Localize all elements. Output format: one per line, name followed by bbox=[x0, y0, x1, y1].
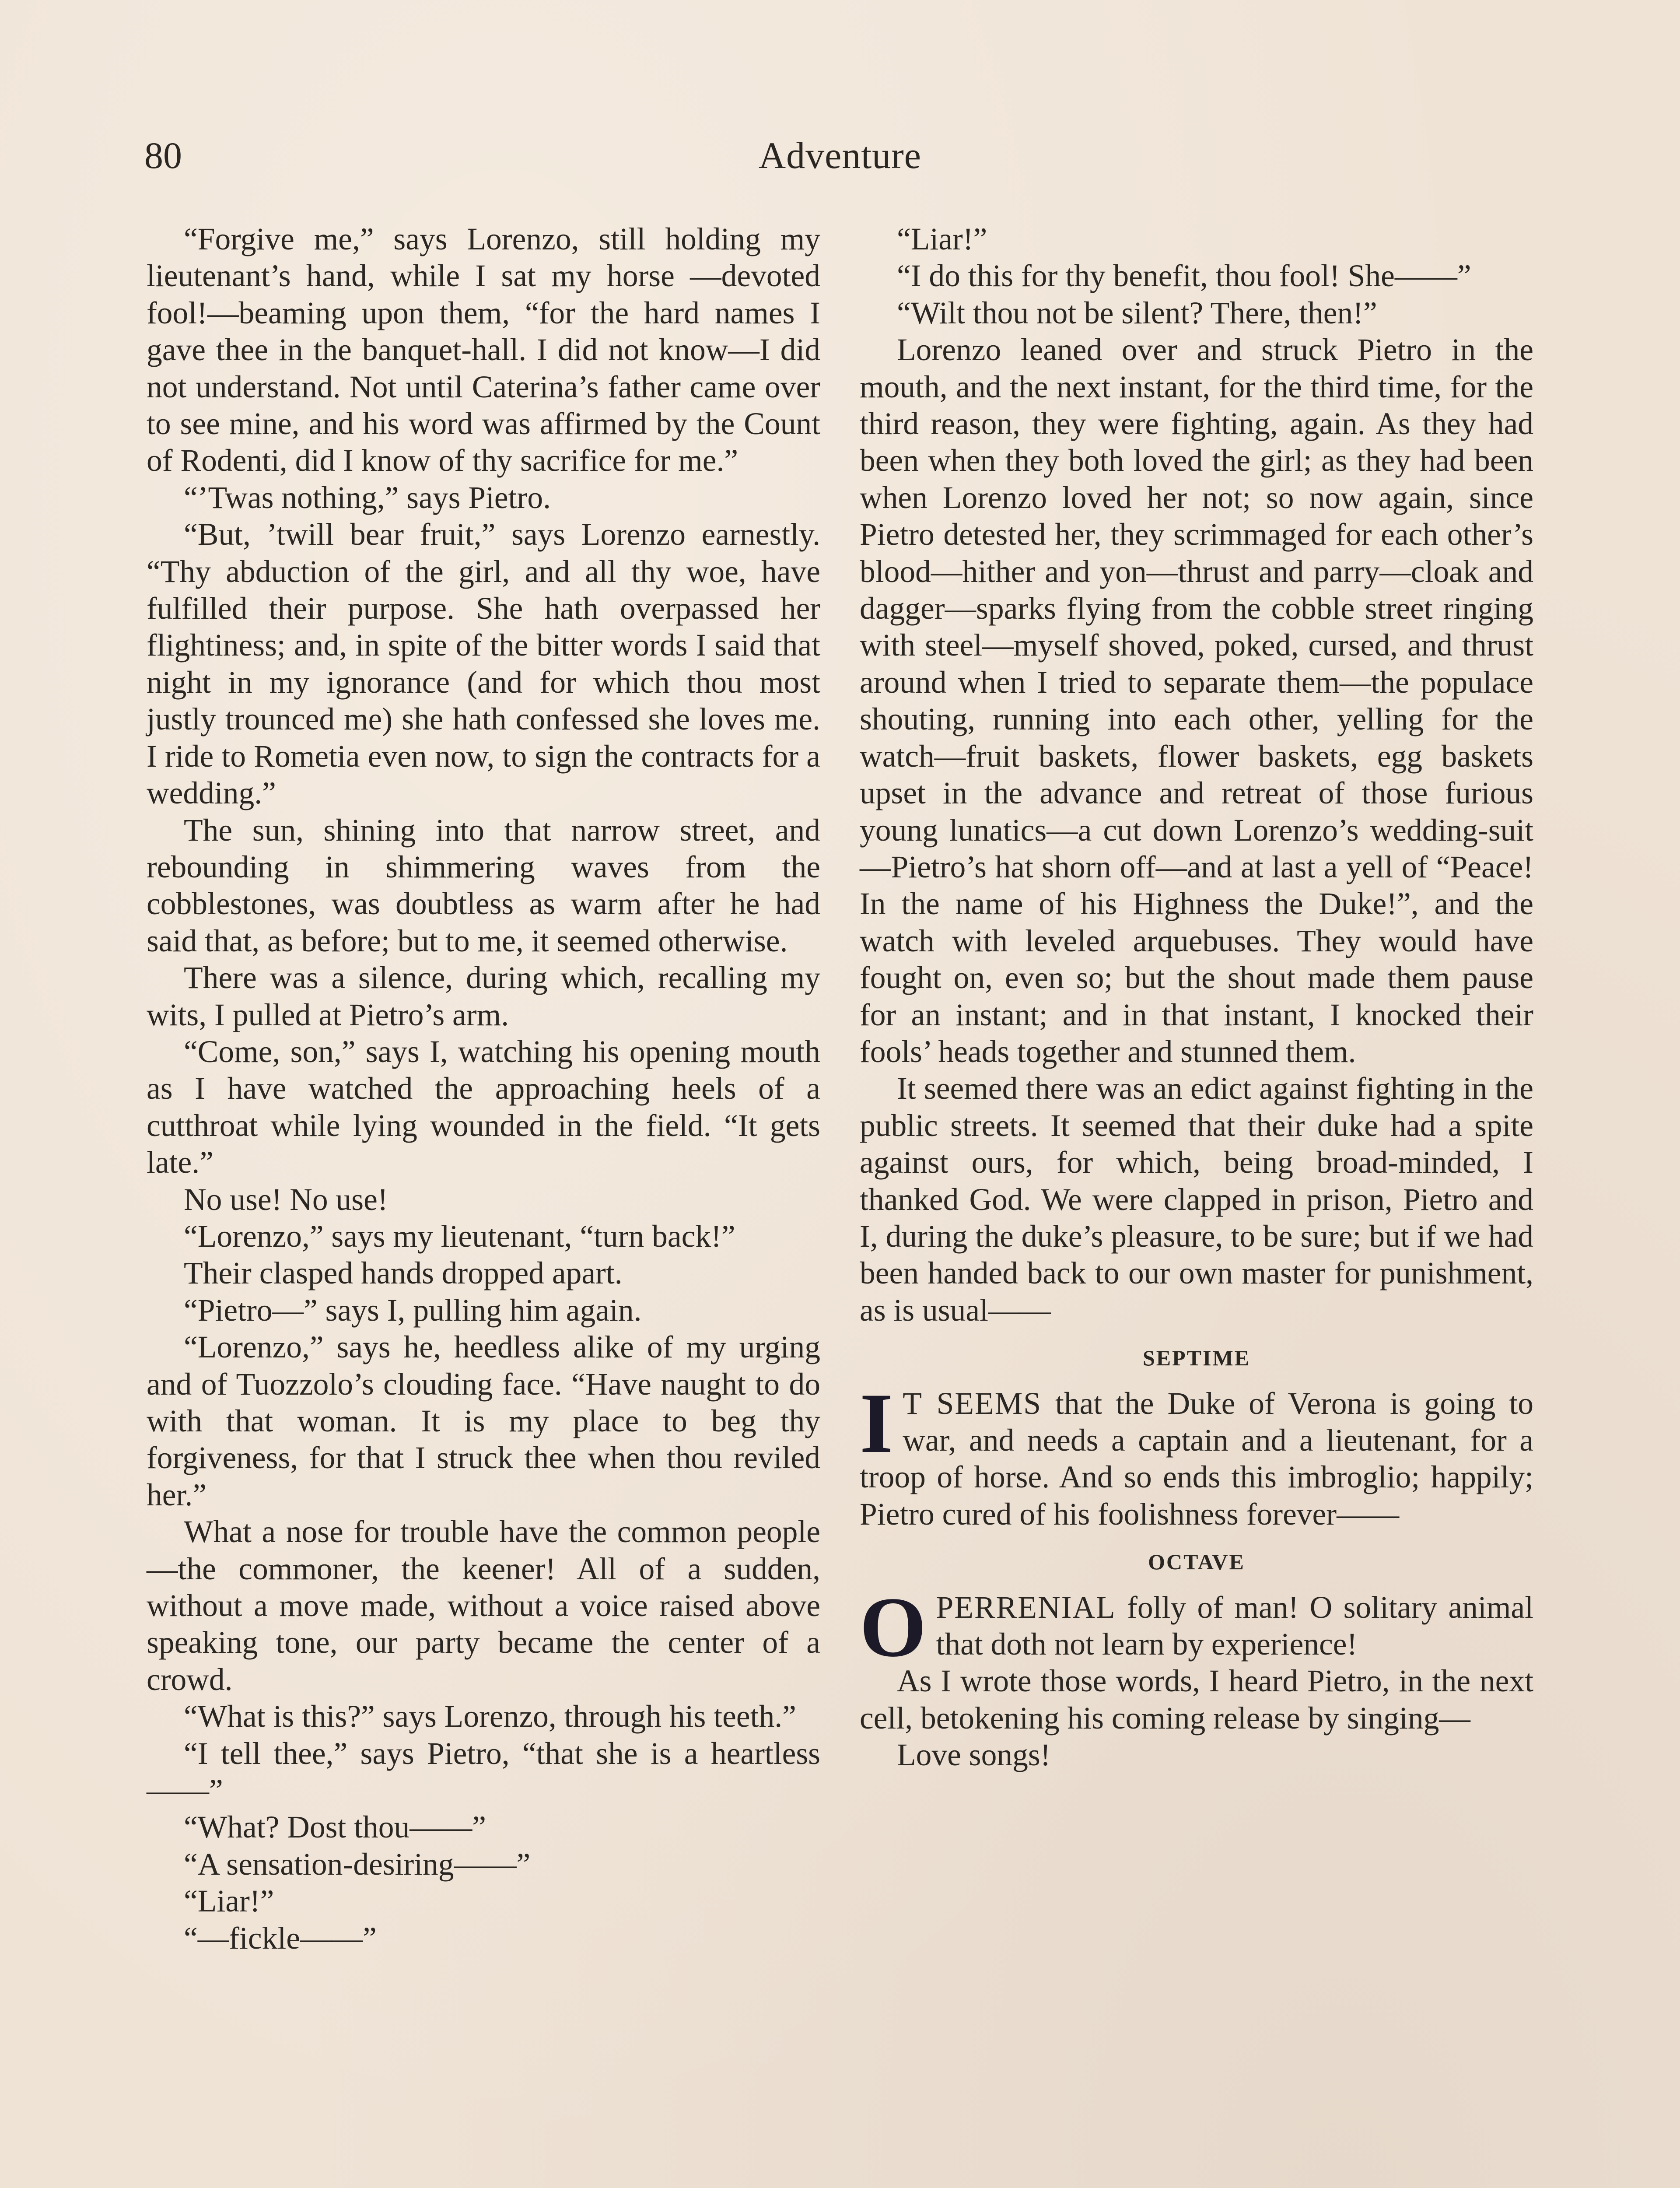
paragraph: Lorenzo leaned over and struck Pietro in the mouth, and the next instant, for the third time, for the third reason, they were fighting, again. As they had been when they both loved the girl; as they had been when Lorenzo loved her not; so now again, since Pietro detested her, they scrimmaged for each other’s blood—hither and yon—thrust and parry—cloak and dagger—sparks flying from the cobble street ringing with steel—myself shoved, poked, cursed, and thrust around when I tried to separate them—the populace shouting, running into each other, yelling for the watch—fruit baskets, flower baskets, egg baskets upset in the advance and retreat of those furious young lunatics—a cut down Lorenzo’s wedding-suit—Pietro’s hat shorn off—and at last a yell of “Peace! In the name of his Highness the Duke!”, and the watch with leveled arquebuses. They would have fought on, even so; but the shout made them pause for an instant; and in that instant, I knocked their fools’ heads together and stunned them. bbox=[860, 333, 1533, 1069]
paragraph: “I tell thee,” says Pietro, “that she is a heartless——” bbox=[147, 1736, 820, 1808]
paragraph: “Pietro—” says I, pulling him again. bbox=[184, 1293, 642, 1328]
lead-in: PERRENIAL bbox=[936, 1590, 1116, 1625]
paragraph: It seemed there was an edict against fighting in the public streets. It seemed that their duke had a spite against ours, for which, being broad-minded, I thanked God. We were clapped in prison, Pietro and I, during the duke’s pleasure, to be sure; but if we had been handed back to our own master for punishment, as is usual—— bbox=[860, 1071, 1533, 1328]
paragraph: “Liar!” bbox=[897, 222, 987, 256]
paragraph: “I do this for thy benefit, thou fool! She——” bbox=[897, 259, 1471, 294]
lead-in: T SEEMS bbox=[903, 1386, 1042, 1421]
paragraph: “What? Dost thou——” bbox=[184, 1810, 486, 1845]
paragraph: “Wilt thou not be silent? There, then!” bbox=[897, 295, 1377, 330]
paragraph: There was a silence, during which, recalling my wits, I pulled at Pietro’s arm. bbox=[147, 961, 820, 1032]
octave-paragraph bbox=[860, 1579, 1533, 1675]
paragraph: Their clasped hands dropped apart. bbox=[184, 1256, 623, 1291]
paragraph: “—fickle——” bbox=[184, 1921, 377, 1956]
paragraph: What a nose for trouble have the common people—the commoner, the keener! All of a sudden, without a move made, without a voice raised above speaking tone, our party became the center of a crowd. bbox=[147, 1515, 820, 1697]
paragraph: “What is this?” says Lorenzo, through his teeth.” bbox=[184, 1699, 796, 1734]
paragraph: No use! No use! bbox=[184, 1182, 388, 1217]
paragraph: Love songs! bbox=[897, 1738, 1051, 1773]
paragraph: “A sensation-desiring——” bbox=[184, 1847, 531, 1882]
paragraph-text: that the Duke of Verona is going to war, and needs a captain and a lieutenant, for a troop of horse. And so ends this imbroglio; happily; Pietro cured of his foolishness forever—— bbox=[860, 1386, 1533, 1532]
left-column bbox=[147, 221, 820, 1957]
paragraph: “Come, son,” says I, watching his opening mouth as I have watched the approaching heels of a cutthroat while lying wounded in the field. “It gets late.” bbox=[147, 1034, 820, 1180]
paragraph: “Lorenzo,” says my lieutenant, “turn back!” bbox=[184, 1219, 735, 1254]
page-number: 80 bbox=[144, 134, 182, 176]
paragraph: “’Twas nothing,” says Pietro. bbox=[184, 480, 551, 515]
section-heading-septime: SEPTIME bbox=[1142, 1346, 1251, 1371]
paragraph: “Liar!” bbox=[184, 1884, 274, 1919]
septime-paragraph bbox=[860, 1375, 1533, 1533]
paragraph: “Lorenzo,” says he, heedless alike of my urging and of Tuozzolo’s clouding face. “Have naught to do with that woman. It is my place to beg thy forgiveness, for that I struck thee when thou reviled her.” bbox=[147, 1330, 820, 1512]
drop-cap: I bbox=[860, 1375, 893, 1471]
page-header bbox=[144, 127, 1536, 184]
drop-cap: O bbox=[860, 1579, 927, 1675]
paragraph: “Forgive me,” says Lorenzo, still holding my lieutenant’s hand, while I sat my horse —devoted fool!—beaming upon them, “for the hard names I gave thee in the banquet-hall. I did not know—I did not understand. Not until Caterina’s father came over to see mine, and his word was affirmed by the Count of Rodenti, did I know of thy sacrifice for me.” bbox=[147, 222, 820, 478]
right-column bbox=[860, 221, 1533, 1774]
running-title: Adventure bbox=[759, 134, 921, 176]
paragraph-text: folly of man! O solitary animal that doth not learn by experience! bbox=[936, 1590, 1533, 1662]
paragraph: “But, ’twill bear fruit,” says Lorenzo earnestly. “Thy abduction of the girl, and all thy woe, have fulfilled their purpose. She hath overpassed her flightiness; and, in spite of the bitter words I said that night in my ignorance (and for which thou most justly trounced me) she hath confessed she loves me. I ride to Rometia even now, to sign the contracts for a wedding.” bbox=[147, 517, 820, 811]
section-heading-octave: OCTAVE bbox=[1148, 1550, 1245, 1574]
paragraph: The sun, shining into that narrow street, and rebounding in shimmering waves from the cobblestones, was doubtless as warm after he had said that, as before; but to me, it seemed otherwise. bbox=[147, 813, 820, 958]
paragraph: As I wrote those words, I heard Pietro, in the next cell, betokening his coming release by singing— bbox=[860, 1664, 1533, 1736]
